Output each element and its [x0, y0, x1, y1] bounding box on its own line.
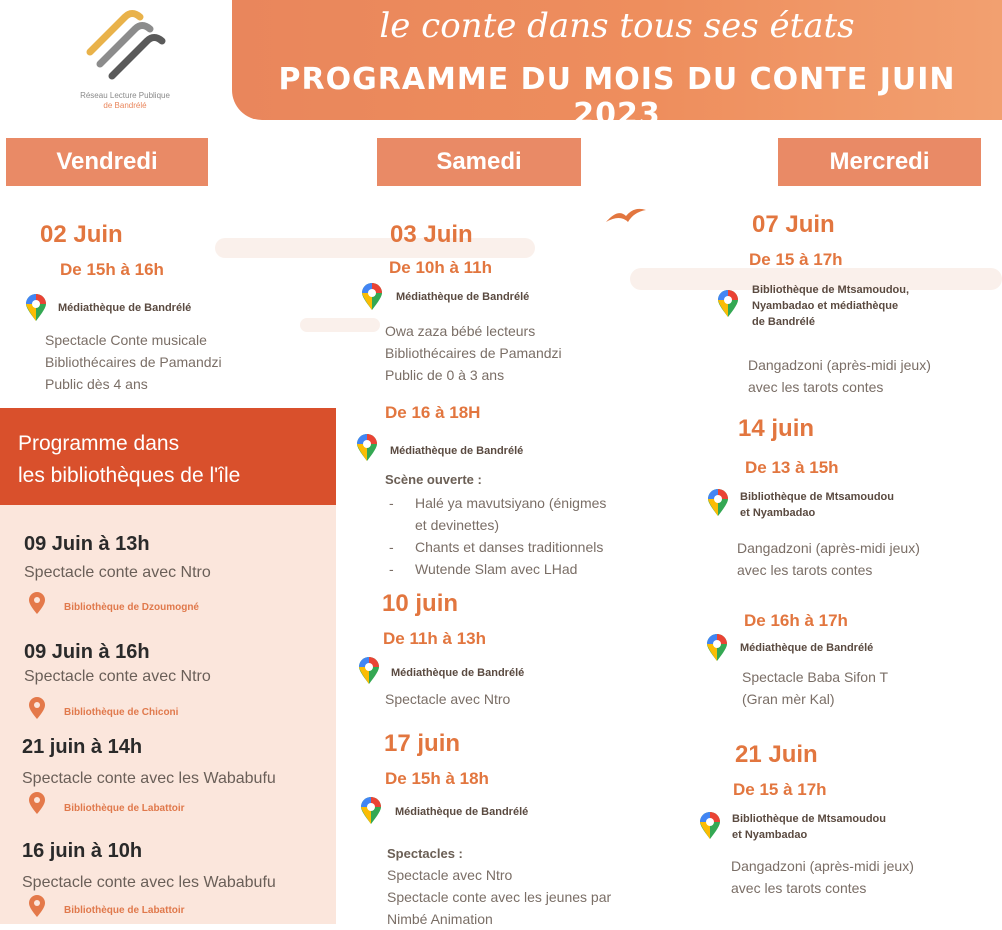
- tab-vendredi: Vendredi: [6, 138, 208, 186]
- friday-venue: Médiathèque de Bandrélé: [58, 302, 192, 314]
- saturday-venue-1: Médiathèque de Bandrélé: [396, 291, 530, 303]
- saturday-desc-1a: Owa zaza bébé lecteurs: [385, 323, 536, 339]
- saturday-desc-1b: Bibliothécaires de Pamandzi: [385, 345, 562, 361]
- map-pin-icon: [358, 657, 380, 685]
- wednesday-time-3: De 16h à 17h: [744, 611, 848, 630]
- map-pin-icon: [699, 812, 721, 840]
- wednesday-desc-3a: Spectacle Baba Sifon T: [742, 669, 889, 685]
- wednesday-venue-2b: et Nyambadao: [740, 507, 816, 519]
- island-event-desc: Spectacle conte avec Ntro: [24, 668, 211, 685]
- wednesday-desc-2a: Dangadzoni (après-midi jeux): [737, 540, 920, 556]
- friday-date: 02 Juin: [40, 221, 123, 248]
- island-event-venue: Bibliothèque de Labattoir: [64, 803, 185, 814]
- saturday-desc-1: [385, 320, 562, 386]
- wednesday-desc-4b: avec les tarots contes: [731, 880, 867, 896]
- books-logo-icon: [80, 4, 170, 86]
- island-event-date: 16 juin à 10h: [22, 840, 143, 862]
- saturday-time-2: De 16 à 18H: [385, 403, 481, 422]
- island-event-desc: Spectacle conte avec les Wababufu: [22, 770, 276, 787]
- saturday-scene-label: Scène ouverte :: [385, 472, 482, 487]
- island-event-date: 09 Juin à 13h: [24, 533, 150, 555]
- island-event-desc: Spectacle conte avec Ntro: [24, 564, 211, 581]
- wednesday-desc-2b: avec les tarots contes: [737, 562, 873, 578]
- friday-desc-2: Bibliothécaires de Pamandzi: [45, 354, 222, 370]
- friday-desc-3: Public dès 4 ans: [45, 376, 148, 392]
- wednesday-venue-1c: de Bandrélé: [752, 316, 815, 328]
- wednesday-venue-3: Médiathèque de Bandrélé: [740, 642, 874, 654]
- header-script-title: le conte dans tous ses états: [379, 6, 855, 46]
- saturday-bullet-list: [385, 492, 606, 580]
- wednesday-venue-2: [740, 489, 894, 521]
- location-pin-icon: [28, 792, 46, 815]
- wednesday-desc-1: [748, 354, 931, 398]
- wednesday-date-2: 14 juin: [738, 415, 815, 442]
- logo-line-1: Réseau Lecture Publique: [80, 91, 170, 100]
- location-pin-icon: [28, 895, 46, 918]
- wednesday-venue-4a: Bibliothèque de Mtsamoudou: [732, 813, 886, 825]
- saturday-desc-1c: Public de 0 à 3 ans: [385, 367, 505, 383]
- saturday-time-1: De 10h à 11h: [389, 258, 493, 277]
- island-program-title: [18, 428, 240, 492]
- location-pin-icon: [28, 592, 46, 615]
- wednesday-time-4: De 15 à 17h: [733, 780, 827, 799]
- program-title: PROGRAMME DU MOIS DU CONTE JUIN 2023: [278, 62, 956, 132]
- cloud-decoration: [215, 238, 535, 258]
- wednesday-desc-2: [737, 537, 920, 581]
- logo-line-2: de Bandrélé: [103, 101, 147, 110]
- map-pin-icon: [717, 290, 739, 318]
- saturday-date-1: 03 Juin: [390, 221, 473, 248]
- saturday-time-3: De 11h à 13h: [383, 629, 487, 648]
- wednesday-desc-4a: Dangadzoni (après-midi jeux): [731, 858, 914, 874]
- wednesday-venue-1b: Nyambadao et médiathèque: [752, 300, 899, 312]
- saturday-desc-4: [387, 864, 611, 930]
- logo-caption: [40, 91, 210, 111]
- bullet-item: - Wutende Slam avec LHad: [415, 558, 606, 580]
- location-pin-icon: [28, 697, 46, 720]
- wednesday-venue-4b: et Nyambadao: [732, 829, 808, 841]
- wednesday-desc-3: [742, 666, 888, 710]
- bird-icon: [604, 204, 648, 226]
- island-title-2: les bibliothèques de l'île: [18, 464, 241, 487]
- friday-desc-1: Spectacle Conte musicale: [45, 332, 207, 348]
- cloud-decoration: [300, 318, 380, 332]
- wednesday-desc-3b: (Gran mèr Kal): [742, 691, 835, 707]
- wednesday-venue-1a: Bibliothèque de Mtsamoudou,: [752, 284, 910, 296]
- saturday-venue-3: Médiathèque de Bandrélé: [391, 667, 525, 679]
- island-event-venue: Bibliothèque de Labattoir: [64, 905, 185, 916]
- bullet-item-cont: et devinettes): [415, 517, 500, 533]
- saturday-venue-2: Médiathèque de Bandrélé: [390, 445, 524, 457]
- map-pin-icon: [361, 283, 383, 311]
- wednesday-time-1: De 15 à 17h: [749, 250, 843, 269]
- wednesday-desc-1b: avec les tarots contes: [748, 379, 884, 395]
- bullet-item: - Chants et danses traditionnels: [415, 536, 606, 558]
- island-title-1: Programme dans: [18, 432, 180, 455]
- wednesday-date-1: 07 Juin: [752, 211, 835, 238]
- friday-desc: [45, 329, 222, 395]
- saturday-date-2: 10 juin: [382, 590, 459, 617]
- friday-time: De 15h à 16h: [60, 260, 164, 279]
- map-pin-icon: [360, 797, 382, 825]
- saturday-date-3: 17 juin: [384, 730, 461, 757]
- map-pin-icon: [707, 489, 729, 517]
- logo: [80, 4, 170, 86]
- saturday-desc-4a: Spectacle avec Ntro: [387, 867, 513, 883]
- saturday-desc-4c: Nimbé Animation: [387, 911, 493, 927]
- island-event-desc: Spectacle conte avec les Wababufu: [22, 874, 276, 891]
- wednesday-desc-1a: Dangadzoni (après-midi jeux): [748, 357, 931, 373]
- map-pin-icon: [356, 434, 378, 462]
- island-event-date: 09 Juin à 16h: [24, 641, 150, 663]
- wednesday-venue-2a: Bibliothèque de Mtsamoudou: [740, 491, 894, 503]
- saturday-desc-3: Spectacle avec Ntro: [385, 691, 511, 707]
- wednesday-venue-1: [752, 282, 909, 330]
- saturday-time-4: De 15h à 18h: [385, 769, 489, 788]
- saturday-desc-4b: Spectacle conte avec les jeunes par: [387, 889, 612, 905]
- bullet-item: - Halé ya mavutsiyano (énigmes: [415, 492, 606, 514]
- tab-mercredi: Mercredi: [778, 138, 981, 186]
- saturday-spectacles-label: Spectacles :: [387, 846, 463, 861]
- wednesday-desc-4: [731, 855, 914, 899]
- island-event-date: 21 juin à 14h: [22, 736, 143, 758]
- wednesday-venue-4: [732, 811, 886, 843]
- island-event-venue: Bibliothèque de Chiconi: [64, 707, 179, 718]
- wednesday-time-2: De 13 à 15h: [745, 458, 839, 477]
- wednesday-date-3: 21 Juin: [735, 741, 818, 768]
- map-pin-icon: [25, 294, 47, 322]
- saturday-venue-4: Médiathèque de Bandrélé: [395, 806, 529, 818]
- tab-samedi: Samedi: [377, 138, 581, 186]
- map-pin-icon: [706, 634, 728, 662]
- island-event-venue: Bibliothèque de Dzoumogné: [64, 602, 199, 613]
